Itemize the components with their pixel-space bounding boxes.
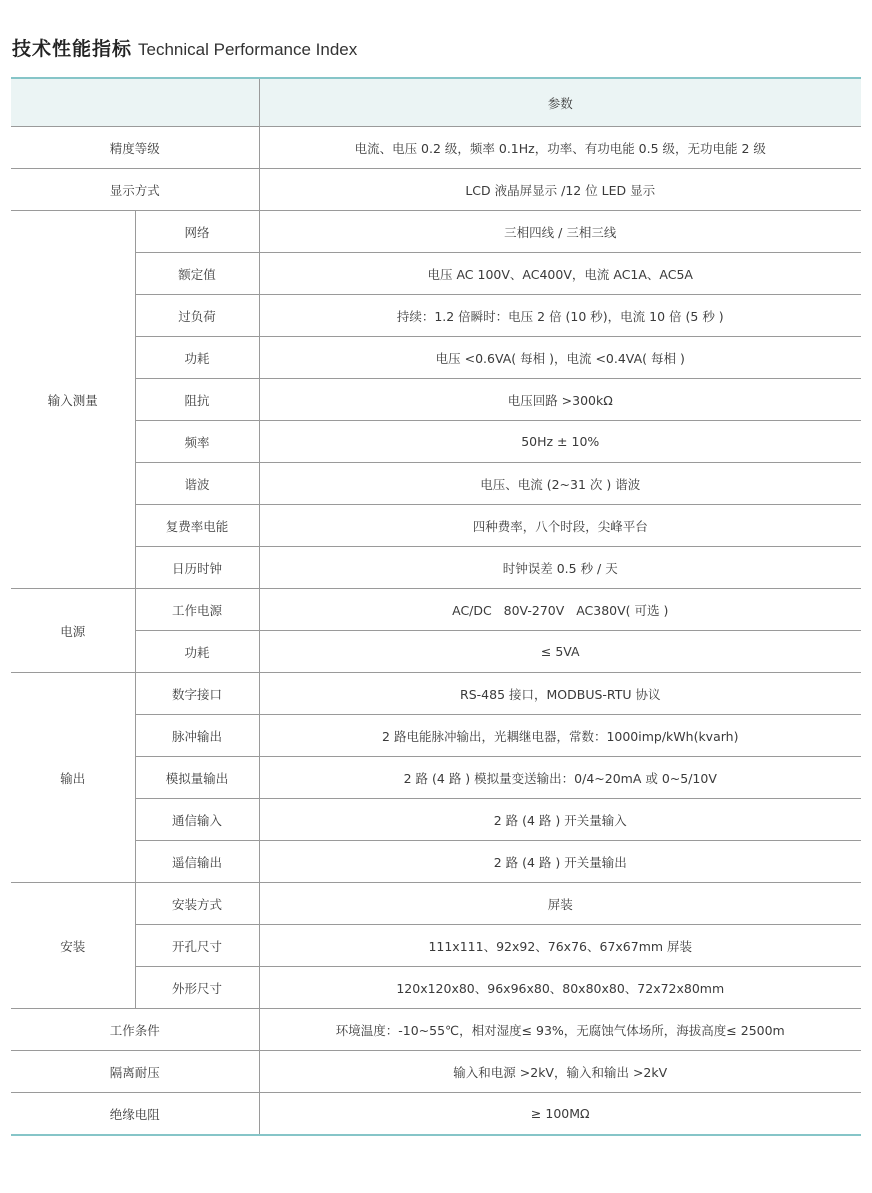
row-value: 2 路 (4 路 ) 模拟量变送输出：0/4~20mA 或 0~5/10V [259,757,861,799]
row-value: 电流、电压 0.2 级，频率 0.1Hz，功率、有功电能 0.5 级，无功电能 2 级 [259,127,861,169]
row-label: 功耗 [135,631,259,673]
group-label-input: 输入测量 [11,211,135,589]
table-row [11,169,861,211]
table-row [11,127,861,169]
title-en: Technical Performance Index [138,40,358,59]
row-value: 电压、电流 (2~31 次 ) 谐波 [259,463,861,505]
table-row [11,799,861,841]
title-zh: 技术性能指标 [12,38,133,60]
page-title [12,34,357,62]
header-param-cell: 参数 [259,78,861,127]
table-row [11,505,861,547]
row-label: 额定值 [135,253,259,295]
row-value: 时钟误差 0.5 秒 / 天 [259,547,861,589]
row-label: 隔离耐压 [11,1051,259,1093]
row-label: 显示方式 [11,169,259,211]
table-row [11,589,861,631]
row-value: 屏装 [259,883,861,925]
row-value: 输入和电源 >2kV，输入和输出 >2kV [259,1051,861,1093]
row-label: 数字接口 [135,673,259,715]
table-row [11,421,861,463]
row-label: 脉冲输出 [135,715,259,757]
row-value: 三相四线 / 三相三线 [259,211,861,253]
row-label: 工作条件 [11,1009,259,1051]
header-label-cell [11,78,259,127]
row-value: LCD 液晶屏显示 /12 位 LED 显示 [259,169,861,211]
row-label: 日历时钟 [135,547,259,589]
table-row [11,967,861,1009]
group-label-install: 安装 [11,883,135,1009]
table-row [11,547,861,589]
row-value: 2 路电能脉冲输出，光耦继电器，常数：1000imp/kWh(kvarh) [259,715,861,757]
row-value: 120x120x80、96x96x80、80x80x80、72x72x80mm [259,967,861,1009]
row-label: 功耗 [135,337,259,379]
table-row [11,841,861,883]
table-row [11,757,861,799]
table-row [11,925,861,967]
table-row [11,883,861,925]
table-row [11,211,861,253]
row-value: 环境温度：-10~55℃，相对湿度≤ 93%，无腐蚀气体场所，海拔高度≤ 2500m [259,1009,861,1051]
row-label: 通信输入 [135,799,259,841]
group-label-output: 输出 [11,673,135,883]
row-value: ≤ 5VA [259,631,861,673]
row-label: 过负荷 [135,295,259,337]
row-label: 遥信输出 [135,841,259,883]
row-value: 50Hz ± 10% [259,421,861,463]
row-value: 2 路 (4 路 ) 开关量输入 [259,799,861,841]
row-value: 电压回路 >300kΩ [259,379,861,421]
row-label: 谐波 [135,463,259,505]
row-label: 模拟量输出 [135,757,259,799]
row-label: 阻抗 [135,379,259,421]
table-row [11,1093,861,1136]
row-label: 频率 [135,421,259,463]
row-value: AC/DC 80V-270V AC380V( 可选 ) [259,589,861,631]
row-label: 绝缘电阻 [11,1093,259,1136]
table-row [11,295,861,337]
row-label: 外形尺寸 [135,967,259,1009]
row-label: 安装方式 [135,883,259,925]
row-label: 精度等级 [11,127,259,169]
table-row [11,715,861,757]
table-row [11,631,861,673]
row-label: 工作电源 [135,589,259,631]
table-row [11,253,861,295]
spec-table [11,77,861,1136]
row-value: 持续：1.2 倍瞬时：电压 2 倍 (10 秒)，电流 10 倍 (5 秒 ) [259,295,861,337]
row-value: 111x111、92x92、76x76、67x67mm 屏装 [259,925,861,967]
row-label: 复费率电能 [135,505,259,547]
row-value: RS-485 接口，MODBUS-RTU 协议 [259,673,861,715]
row-value: 电压 <0.6VA( 每相 )，电流 <0.4VA( 每相 ) [259,337,861,379]
row-label: 开孔尺寸 [135,925,259,967]
table-row [11,463,861,505]
row-label: 网络 [135,211,259,253]
table-row [11,379,861,421]
table-row [11,1009,861,1051]
group-label-power: 电源 [11,589,135,673]
row-value: 四种费率，八个时段，尖峰平台 [259,505,861,547]
table-header-row [11,78,861,127]
table-row [11,1051,861,1093]
row-value: 2 路 (4 路 ) 开关量输出 [259,841,861,883]
table-row [11,337,861,379]
row-value: ≥ 100MΩ [259,1093,861,1136]
row-value: 电压 AC 100V、AC400V，电流 AC1A、AC5A [259,253,861,295]
table-row [11,673,861,715]
